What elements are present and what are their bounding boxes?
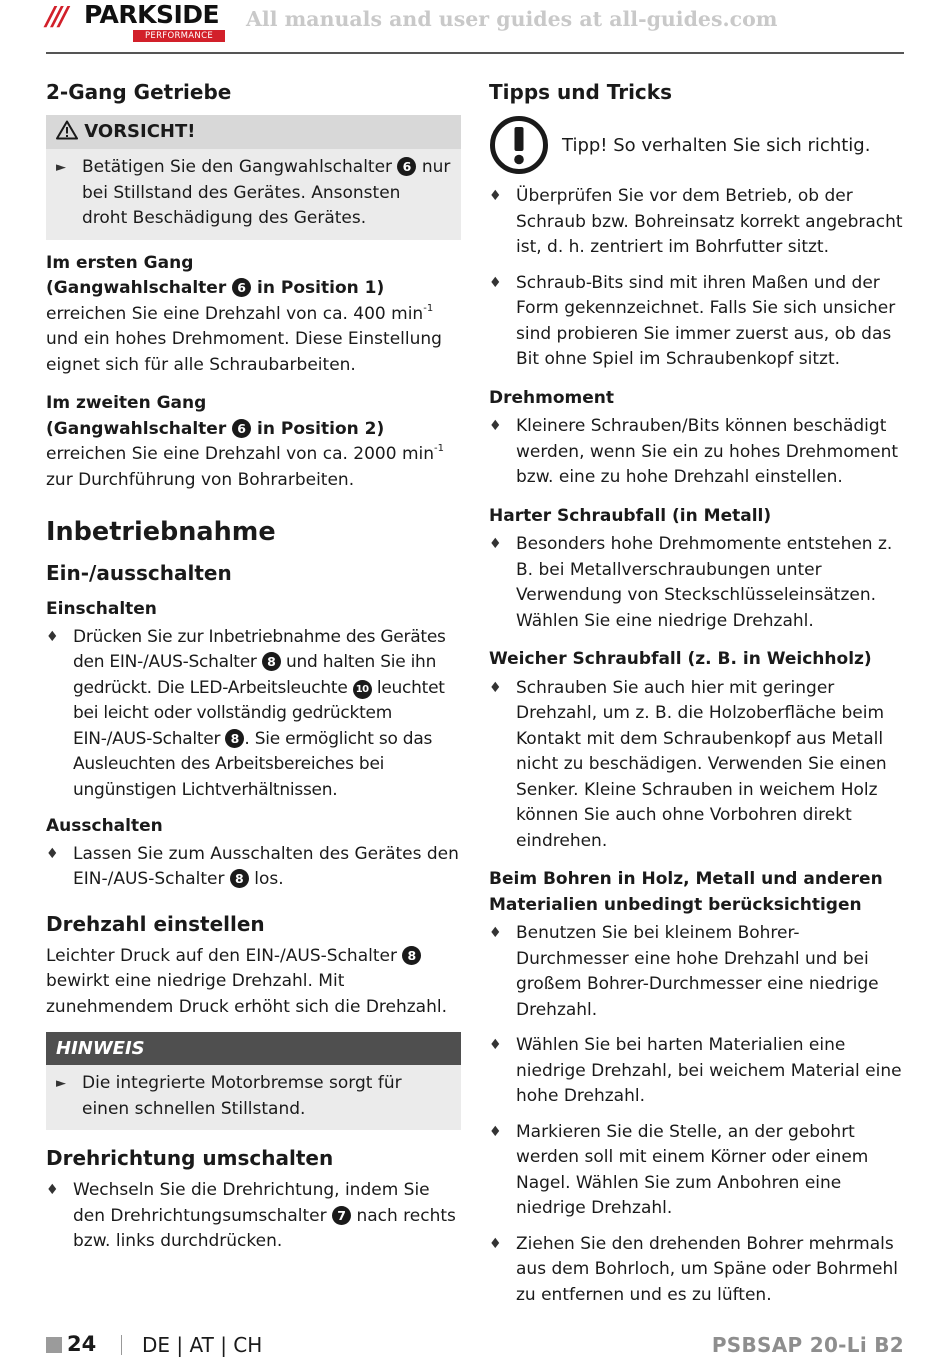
part-number-badge: 8 <box>230 869 249 888</box>
warning-triangle-icon <box>56 120 78 140</box>
diamond-bullet-icon: ♦ <box>489 1037 502 1053</box>
drilling-bullet-text: Markieren Sie die Stelle, an der gebohrt werden soll mit einem Körner oder einem Nagel. Wählen Sie zum Anbohren eine niedrige Drehzahl. <box>516 1121 869 1218</box>
hint-item <box>46 1065 461 1130</box>
right-column <box>489 76 909 1308</box>
drilling-bullet <box>489 1232 909 1309</box>
first-gear-text: erreichen Sie eine Drehzahl von ca. 400 $\min^{-1}$ und ein hohes Drehmoment. Diese Einstellung eignet sich für alle Schraubarbeiten. <box>46 302 442 375</box>
logo-slashes: /// <box>46 2 66 32</box>
watermark: All manuals and user guides at all-guides.com <box>246 7 778 31</box>
hint-box <box>46 1032 461 1130</box>
caution-title: VORSICHT! <box>84 121 196 142</box>
torque-title: Drehmoment <box>489 387 614 408</box>
page-footer <box>0 1330 950 1360</box>
part-number-badge: 8 <box>262 652 281 671</box>
switch-on-title: Einschalten <box>46 599 157 619</box>
hint-title: HINWEIS <box>46 1032 461 1065</box>
drilling-title-line: Beim Bohren in Holz, Metall und anderen <box>489 869 883 889</box>
subsection-title-direction: Drehrichtung umschalten <box>46 1146 334 1170</box>
hard-screw-text: Besonders hohe Drehmomente entstehen z. B. bei Metallverschraubungen unter Verwendung von Steckschlüsseleinsätzen. Wählen Sie eine niedrige Drehzahl. <box>516 534 893 631</box>
direction-item <box>46 1178 461 1255</box>
first-gear-subheading: (Gangwahlschalter 6 in Position 1) <box>46 278 385 298</box>
part-number-badge: 10 <box>353 680 372 699</box>
country-codes: DE | AT | CH <box>142 1333 263 1357</box>
direction-text: Wechseln Sie die Drehrichtung, indem Sie den Drehrichtungsumschalter 7 nach rechts bzw. links durchdrücken. <box>73 1180 456 1251</box>
brand-logo-sub: PERFORMANCE <box>133 30 225 42</box>
diamond-bullet-icon: ♦ <box>489 1123 502 1140</box>
second-gear-text: erreichen Sie eine Drehzahl von ca. 2000 $\min^{-1}$ zur Durchführung von Bohrarbeiten. <box>46 443 445 490</box>
subsection-title-onoff: Ein-/ausschalten <box>46 561 232 585</box>
model-name: PSBSAP 20-Li B2 <box>711 1333 904 1357</box>
first-gear-heading: Im ersten Gang <box>46 252 194 273</box>
diamond-bullet-icon: ♦ <box>46 1182 59 1198</box>
second-gear-subheading: (Gangwahlschalter 6 in Position 2) <box>46 418 385 439</box>
arrow-icon: ► <box>56 1076 66 1091</box>
tip-line: Tipp! So verhalten Sie sich richtig. <box>562 134 871 156</box>
torque-bullet-text: Kleinere Schrauben/Bits können beschädigt werden, wenn Sie ein zu hohes Drehmoment bzw. eine zu hohe Drehzahl einstellen. <box>516 416 899 487</box>
second-gear-block <box>46 391 461 493</box>
caution-item <box>46 149 461 240</box>
arrow-icon: ► <box>56 160 66 175</box>
soft-screw-bullet <box>489 676 909 855</box>
drilling-bullet-text: Wählen Sie bei harten Materialien eine niedrige Drehzahl, bei weichem Material eine hohe Drehzahl. <box>516 1035 902 1106</box>
drilling-bullet <box>489 1033 909 1110</box>
tip-row <box>489 114 909 176</box>
tip-bullet-text: Überprüfen Sie vor dem Betrieb, ob der Schraub bzw. Bohreinsatz korrekt angebracht ist, d. h. zentriert im Bohrfutter sitzt. <box>516 186 903 257</box>
hint-text: Die integrierte Motorbremse sorgt für einen schnellen Stillstand. <box>82 1073 402 1119</box>
section-title-gear: 2-Gang Getriebe <box>46 80 232 104</box>
hard-screw-title: Harter Schraubfall (in Metall) <box>489 505 772 526</box>
exclamation-circle-icon <box>489 115 549 175</box>
diamond-bullet-icon: ♦ <box>46 628 59 645</box>
drilling-bullet-text: Ziehen Sie den drehenden Bohrer mehrmals aus dem Bohrloch, um Späne oder Bohrmehl zu entfernen und es zu lüften. <box>516 1233 899 1305</box>
brand-logo: PARKSIDE <box>84 0 220 29</box>
caution-text: Betätigen Sie den Gangwahlschalter 6 nur bei Stillstand des Gerätes. Ansonsten droht Beschädigung des Gerätes. <box>82 157 451 228</box>
footer-separator <box>121 1335 122 1355</box>
torque-bullet <box>489 414 909 491</box>
diamond-bullet-icon: ♦ <box>489 188 502 204</box>
tip-bullet <box>489 271 909 373</box>
caution-box <box>46 115 461 240</box>
part-number-badge: 8 <box>225 729 244 748</box>
second-gear-heading: Im zweiten Gang <box>46 393 207 413</box>
soft-screw-title: Weicher Schraubfall (z. B. in Weichholz) <box>489 649 872 669</box>
diamond-bullet-icon: ♦ <box>489 274 502 291</box>
diamond-bullet-icon: ♦ <box>489 679 502 696</box>
part-number-badge: 6 <box>232 278 251 297</box>
switch-on-text: Drücken Sie zur Inbetriebnahme des Gerätes den EIN-/AUS-Schalter 8 und halten Sie ihn gedrückt. Die LED-Arbeitsleuchte 10 leuchtet bei leicht oder vollständig gedrücktem EIN-/AUS-Schalter 8 . Sie ermöglicht so das Ausleuchten des Arbeitsbereiches bei ungünstigen Lichtverhältnissen. <box>73 626 446 800</box>
drilling-bullet-text: Benutzen Sie bei kleinem Bohrer-Durchmesser eine hohe Drehzahl und bei großem Bohrer-Durchmesser eine niedrige Drehzahl. <box>516 923 879 1020</box>
part-number-badge: 6 <box>397 157 416 176</box>
section-title-tips: Tipps und Tricks <box>489 80 672 104</box>
drilling-title <box>489 867 909 918</box>
caution-header <box>46 115 461 149</box>
switch-off-item <box>46 842 461 893</box>
part-number-badge: 8 <box>402 946 421 965</box>
diamond-bullet-icon: ♦ <box>489 536 502 552</box>
switch-off-title: Ausschalten <box>46 816 163 836</box>
tip-bullet <box>489 184 909 261</box>
subsection-title-speed: Drehzahl einstellen <box>46 911 265 936</box>
switch-on-item <box>46 625 461 804</box>
tip-bullet-text: Schraub-Bits sind mit ihren Maßen und der Form gekennzeichnet. Falls Sie sich unsicher sind probieren Sie immer zuerst aus, ob das Bit ohne Spiel im Schraubenkopf sitzt. <box>516 272 896 369</box>
drilling-bullet <box>489 921 909 1023</box>
drilling-title-line: Materialien unbedingt berücksichtigen <box>489 894 862 915</box>
hard-screw-bullet <box>489 532 909 634</box>
drilling-bullet <box>489 1120 909 1222</box>
diamond-bullet-icon: ♦ <box>489 1235 502 1252</box>
part-number-badge: 7 <box>332 1206 351 1225</box>
footer-square <box>46 1337 62 1353</box>
diamond-bullet-icon: ♦ <box>46 845 59 862</box>
page-number: 24 <box>67 1332 97 1356</box>
page-header <box>0 0 950 56</box>
part-number-badge: 6 <box>232 419 251 438</box>
soft-screw-text: Schrauben Sie auch hier mit geringer Drehzahl, um z. B. die Holzoberfläche beim Kontakt mit dem Schraubenkopf aus Metall nicht zu beschädigen. Verwenden Sie einen Senker. Kleine Schrauben in weichem Holz können Sie auch ohne Vorbohren direkt eindrehen. <box>516 677 887 851</box>
diamond-bullet-icon: ♦ <box>489 418 502 434</box>
diamond-bullet-icon: ♦ <box>489 925 502 941</box>
speed-text: Leichter Druck auf den EIN-/AUS-Schalter 8 bewirkt eine niedrige Drehzahl. Mit zunehmendem Druck erhöht sich die Drehzahl. <box>46 945 447 1017</box>
switch-off-text: Lassen Sie zum Ausschalten des Gerätes den EIN-/AUS-Schalter 8 los. <box>73 843 459 889</box>
header-rule <box>46 52 904 54</box>
section-title-commissioning: Inbetriebnahme <box>46 517 276 547</box>
left-column <box>46 76 461 1255</box>
first-gear-block <box>46 251 461 379</box>
